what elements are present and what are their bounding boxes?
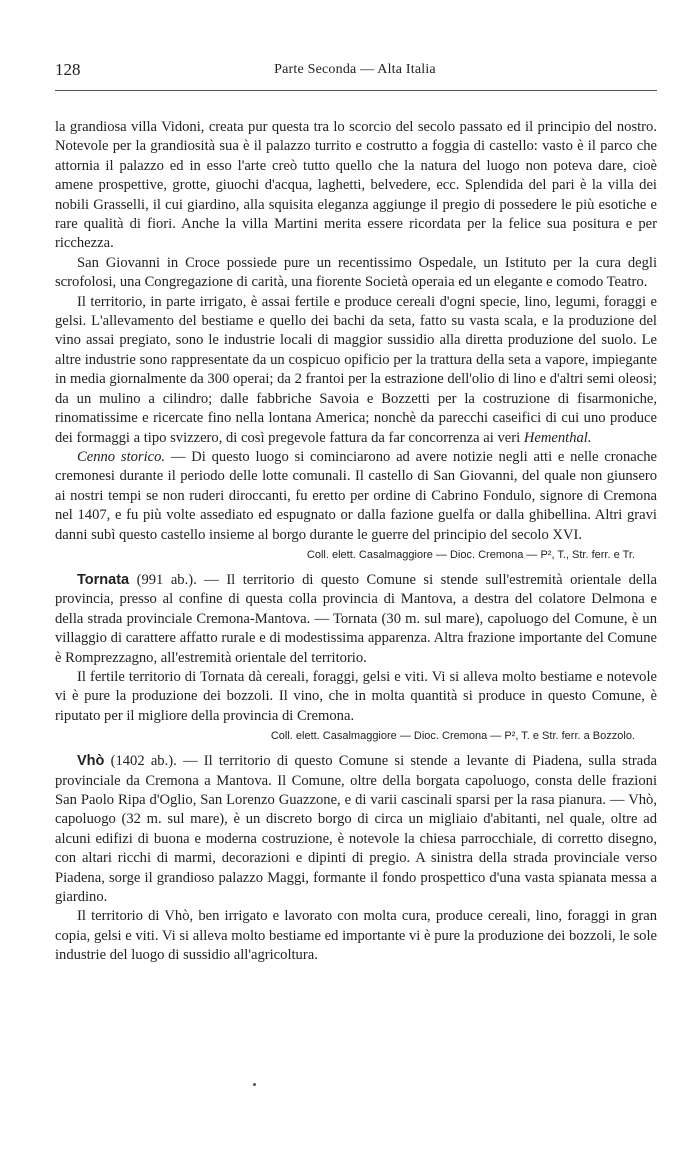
header-rule	[55, 90, 657, 91]
entry-vho	[55, 752, 657, 907]
text-column	[55, 118, 657, 966]
paragraph-history	[55, 448, 657, 545]
hementhal-italic: Hementhal.	[523, 429, 592, 446]
page-speck	[253, 1083, 256, 1086]
paragraph-territory	[55, 293, 657, 448]
paragraph-tornata-territory: Il fertile territorio di Tornata dà cereali, foraggi, gelsi e viti. Vi si alleva molto bestiame e notevole vi è pure la produzione dei bozzoli. Il vino, che in molta quantità si produce in questo Comune, è riputato per il migliore della provincia di Cremona.	[55, 668, 657, 724]
entry-tornata	[55, 571, 657, 668]
history-label: Cenno storico.	[77, 448, 166, 465]
running-title: Parte Seconda — Alta Italia	[274, 62, 436, 77]
page-header	[55, 60, 655, 84]
entry-name-vho: Vhò	[77, 753, 105, 770]
paragraph-villas: la grandiosa villa Vidoni, creata pur questa tra lo scorcio del secolo passato ed il principio del nostro. Notevole per la grandiosità sua è il palazzo turrito e costrutto a foggia di castello: vasto è il parco che attornia il palazzo ed in esso l'arte creò tutto quello che la natura del luogo non poteva dare, cioè amene prospettive, grotte, giuochi d'acqua, laghetti, belvedere, ecc. Splendida del pari è la villa dei nobili Grasselli, il cui giardino, alla squisita eleganza aggiunge il pregio di possedere le più esotiche e rare qualità di fiori. Anche la villa Martini merita essere ricordata per la felice sua positura e per ricchezza.	[55, 119, 657, 252]
electoral-info-tornata: Coll. elett. Casalmaggiore — Dioc. Cremona — P², T. e Str. ferr. a Bozzolo.	[270, 730, 635, 743]
paragraph-institutions: San Giovanni in Croce possiede pure un recentissimo Ospedale, un Istituto per la cura degli scrofolosi, una Congregazione di carità, una fiorente Società operaia ed un elegante e comodo Teatro.	[55, 254, 657, 291]
territory-text: Il territorio, in parte irrigato, è assai fertile e produce cereali d'ogni specie, lino, legumi, foraggi e gelsi. L'allevamento del bestiame e quello dei bachi da seta, fatto su vasta scala, e la produzione del vino assai pregiato, sono le industrie locali di maggior sussidio alla diretta produzione del suolo. Le altre industrie sono rappresentate da un cospicuo opificio per la trattura della seta a vapore, impiegante in media giornalmente da 300 operai; da 2 frantoi per la estrazione dell'olio di lino e d'altri semi oleosi; da un mulino a cilindro; dalle fabbriche Savoia e Bozzetti per la costruzione di fisarmoniche, rinomatissime e ricercate fino nella lontana America; nonchè da parecchi caseifici di cui uno produce dei formaggi a tipo svizzero, di così pregevole fattura da far concorrenza ai veri	[55, 293, 657, 446]
history-text: — Di questo luogo si cominciarono ad avere notizie negli atti e nelle cronache cremonesi durante il periodo delle lotte comunali. Il castello di San Giovanni, del quale non giunsero ai nostri tempi se non ruderi diroccanti, fu eretto per ordine di Cabrino Fondulo, signore di Cremona nel 1407, e fu più volte assediato ed espugnato or dalla fazione guelfa or dalla ghibellina. Altri gravi danni subì questo castello insieme al borgo durante le guerre del principio del secolo XVI.	[55, 448, 657, 543]
entry-name-tornata: Tornata	[77, 571, 130, 588]
vho-intro-text: (1402 ab.). — Il territorio di questo Comune si stende a levante di Piadena, sulla strada provinciale da Cremona a Mantova. Il Comune, oltre della borgata capoluogo, consta delle frazioni San Paolo Ripa d'Oglio, San Lorenzo Guazzone, e di varii cascinali sparsi per la rasa pianura. — Vhò, capoluogo (32 m. sul mare), è un discreto borgo di circa un migliaio d'abitanti, nel quale, oltre ad alcuni edifizi di buona e moderna costruzione, è notevole la chiesa parrocchiale, di corretto disegno, con altari ricchi di marmi, decorazioni e dipinti di pregio. A sinistra della strada provinciale verso Piadena, sorge il grandioso palazzo Maggi, formante il fondo prospettico d'una vasta spianata messa a giardino.	[55, 753, 657, 906]
page-number: 128	[55, 60, 81, 79]
paragraph-vho-territory: Il territorio di Vhò, ben irrigato e lavorato con molta cura, produce cereali, lino, foraggi in gran copia, gelsi e viti. Vi si alleva molto bestiame ed importante vi è pure la produzione dei bozzoli, le sole industrie del luogo di sussidio all'agricoltura.	[55, 908, 657, 964]
electoral-info-san-giovanni: Coll. elett. Casalmaggiore — Dioc. Cremona — P², T., Str. ferr. e Tr.	[306, 548, 635, 561]
tornata-intro-text: (991 ab.). — Il territorio di questo Comune si stende sull'estremità orientale della provincia, presso al confine di questa colla provincia di Mantova, a destra del colatore Delmona e della strada provinciale Cremona-Mantova. — Tornata (30 m. sul mare), capoluogo del Comune, è un villaggio di carattere affatto rurale e di modestissima apparenza. Altra frazione importante del Comune è Romprezzagno, all'estremità orientale del territorio.	[55, 571, 657, 666]
